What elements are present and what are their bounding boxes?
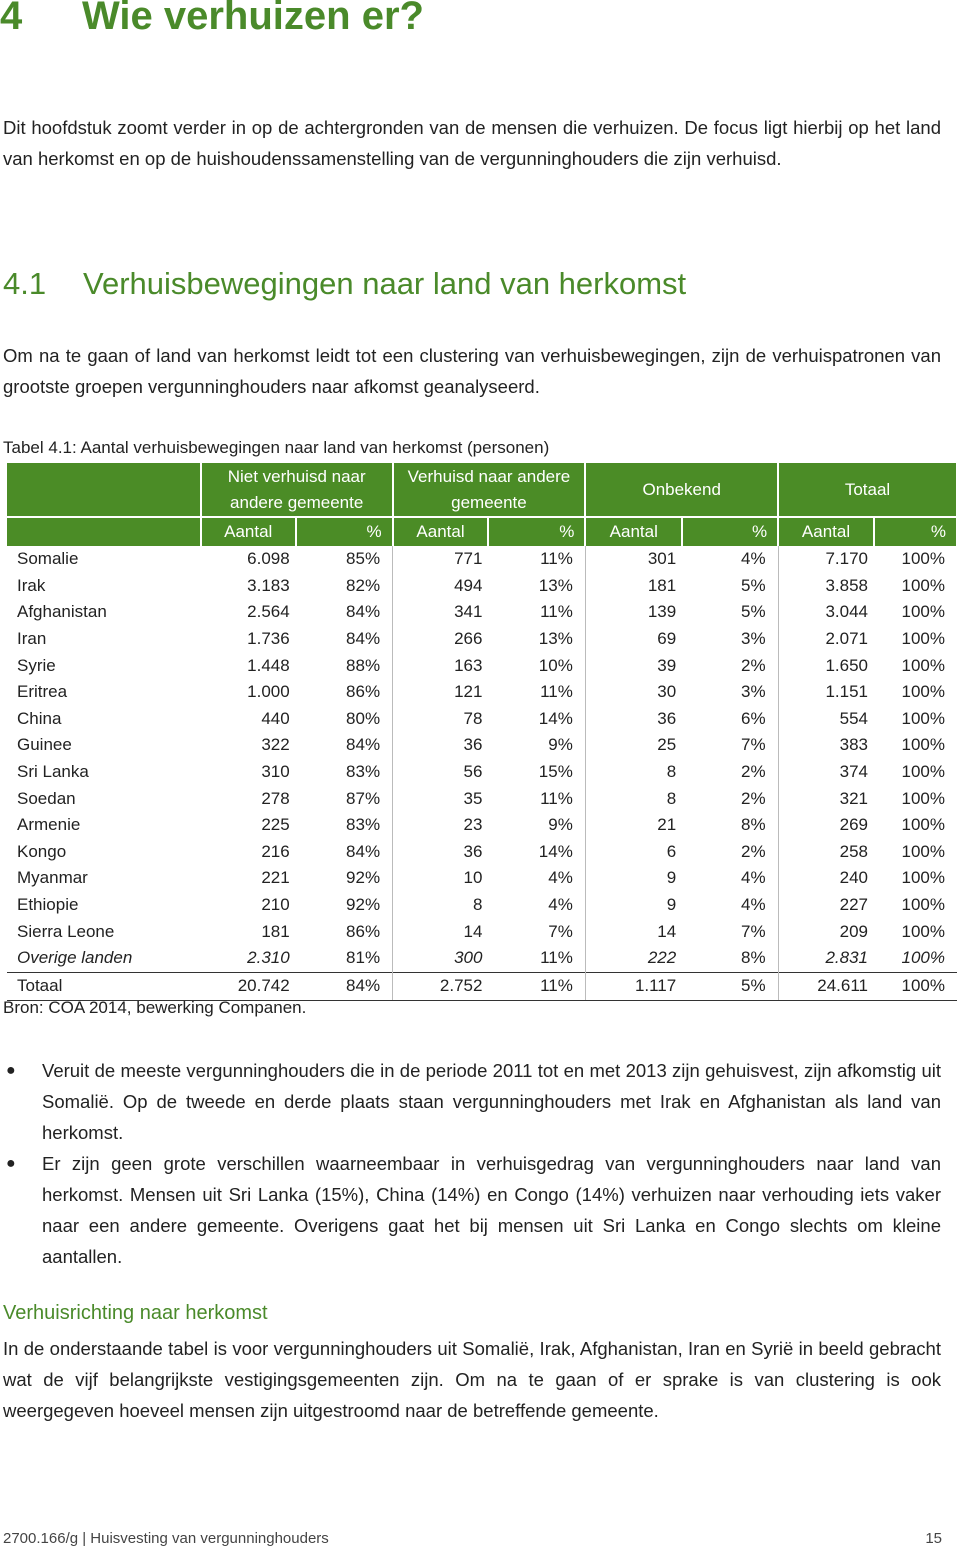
count-cell: 8 bbox=[472, 895, 483, 915]
percent-cell: 100% bbox=[901, 655, 945, 675]
percent-cell: 100% bbox=[901, 735, 945, 755]
percent-cell: 5% bbox=[682, 573, 778, 600]
percent-cell: 81% bbox=[296, 945, 393, 972]
bullet-list bbox=[3, 1055, 941, 1272]
header-verhuisd: Verhuisd naar andere gemeente bbox=[393, 463, 586, 517]
count-cell: 240 bbox=[839, 868, 868, 888]
country-cell: Syrie bbox=[17, 655, 56, 675]
country-cell: Afghanistan bbox=[17, 602, 107, 622]
percent-cell: 10% bbox=[488, 652, 585, 679]
percent-cell: 100% bbox=[901, 708, 945, 728]
count-cell: 1.000 bbox=[247, 682, 290, 702]
percent-cell: 5% bbox=[682, 972, 778, 1000]
country-cell: Iran bbox=[17, 629, 47, 649]
count-cell: 36 bbox=[463, 841, 483, 861]
percent-cell: 100% bbox=[901, 788, 945, 808]
percent-cell: 11% bbox=[488, 679, 585, 706]
herkomst-table bbox=[7, 463, 958, 1001]
count-cell: 278 bbox=[261, 788, 290, 808]
percent-cell: 84% bbox=[296, 732, 393, 759]
table-row bbox=[7, 785, 957, 812]
table-row bbox=[7, 679, 957, 706]
percent-cell: 11% bbox=[488, 972, 585, 1000]
count-cell: 310 bbox=[261, 762, 290, 782]
table-row bbox=[7, 759, 957, 786]
percent-cell: 2% bbox=[682, 785, 778, 812]
count-cell: 3.044 bbox=[825, 602, 868, 622]
chapter-title: Wie verhuizen er? bbox=[82, 0, 424, 38]
count-cell: 121 bbox=[454, 682, 483, 702]
percent-cell: 3% bbox=[682, 626, 778, 653]
percent-cell: 13% bbox=[488, 626, 585, 653]
table-row bbox=[7, 918, 957, 945]
count-cell: 2.831 bbox=[825, 948, 868, 968]
percent-cell: 100% bbox=[901, 948, 945, 968]
intro-paragraph: Dit hoofdstuk zoomt verder in op de achtergronden van de mensen die verhuizen. De focus ligt hierbij op het land van herkomst en op de huishoudenssamenstelling van de vergunninghouders die zijn verhuisd. bbox=[3, 117, 941, 169]
count-cell: 69 bbox=[657, 629, 677, 649]
percent-cell: 82% bbox=[296, 573, 393, 600]
section-heading bbox=[3, 266, 686, 302]
table-row bbox=[7, 573, 957, 600]
percent-cell: 100% bbox=[901, 549, 945, 569]
percent-cell: 7% bbox=[682, 732, 778, 759]
header-onbekend: Onbekend bbox=[585, 463, 778, 517]
bullet-dot-icon: ● bbox=[6, 1155, 16, 1172]
table-row bbox=[7, 865, 957, 892]
count-cell: 1.117 bbox=[585, 972, 682, 1000]
bullet-text: Er zijn geen grote verschillen waarneembaar in verhuisgedrag van vergunninghouders naar land van herkomst. Mensen uit Sri Lanka (15%), China (14%) en Congo (14%) verhuizen naar verhouding iets vaker naar een andere gemeente. Overigens gaat het bij mensen uit Sri Lanka en Congo slechts om kleine aantallen. bbox=[42, 1153, 941, 1267]
count-cell: 216 bbox=[261, 841, 290, 861]
count-cell: 14 bbox=[657, 921, 677, 941]
count-cell: 300 bbox=[454, 948, 483, 968]
country-cell: Guinee bbox=[17, 735, 72, 755]
header-totaal: Totaal bbox=[778, 463, 957, 517]
section-intro-paragraph: Om na te gaan of land van herkomst leidt tot een clustering van verhuisbewegingen, zijn de verhuispatronen van grootste groepen vergunninghouders naar afkomst geanalyseerd. bbox=[3, 345, 941, 397]
count-cell: 181 bbox=[647, 575, 677, 595]
count-cell: 341 bbox=[454, 602, 483, 622]
percent-cell: 7% bbox=[682, 918, 778, 945]
percent-cell: 9% bbox=[488, 732, 585, 759]
percent-cell: 87% bbox=[296, 785, 393, 812]
count-cell: 6 bbox=[666, 841, 677, 861]
percent-cell: 3% bbox=[682, 679, 778, 706]
count-cell: 1.151 bbox=[825, 682, 868, 702]
table-row bbox=[7, 599, 957, 626]
chapter-heading bbox=[0, 0, 424, 39]
count-cell: 23 bbox=[463, 815, 483, 835]
count-cell: 222 bbox=[647, 948, 677, 968]
table-row bbox=[7, 972, 957, 1000]
subheader-cell: % bbox=[874, 517, 957, 546]
percent-cell: 100% bbox=[901, 868, 945, 888]
count-cell: 30 bbox=[657, 682, 677, 702]
table-row bbox=[7, 732, 957, 759]
country-cell: Irak bbox=[17, 575, 46, 595]
percent-cell: 100% bbox=[901, 895, 945, 915]
subheader-cell: % bbox=[682, 517, 778, 546]
country-cell: Totaal bbox=[7, 972, 201, 1000]
count-cell: 209 bbox=[839, 921, 868, 941]
count-cell: 2.310 bbox=[247, 948, 290, 968]
count-cell: 2.564 bbox=[247, 602, 290, 622]
percent-cell: 11% bbox=[488, 599, 585, 626]
table-row bbox=[7, 892, 957, 919]
subsection-paragraph: In de onderstaande tabel is voor vergunninghouders uit Somalië, Irak, Afghanistan, Iran en Syrië in beeld gebracht wat de vijf belangrijkste vestigingsgemeenten zijn. Om na te gaan of er sprake is van clustering is ook weergegeven hoeveel mensen zijn uitgestroomd naar de betreffende gemeente. bbox=[3, 1338, 941, 1421]
count-cell: 1.448 bbox=[247, 655, 290, 675]
percent-cell: 100% bbox=[901, 921, 945, 941]
percent-cell: 85% bbox=[296, 546, 393, 573]
table-row bbox=[7, 706, 957, 733]
count-cell: 554 bbox=[839, 708, 868, 728]
count-cell: 1.736 bbox=[247, 629, 290, 649]
subheader-cell: % bbox=[488, 517, 585, 546]
country-cell: Armenie bbox=[17, 815, 81, 835]
bullet-item bbox=[3, 1148, 941, 1272]
count-cell: 269 bbox=[839, 815, 868, 835]
count-cell: 78 bbox=[463, 708, 483, 728]
table-sub-header-row bbox=[7, 517, 957, 546]
subheader-cell: Aantal bbox=[393, 517, 489, 546]
percent-cell: 100% bbox=[901, 682, 945, 702]
percent-cell: 11% bbox=[488, 785, 585, 812]
count-cell: 8 bbox=[666, 762, 677, 782]
subheader-cell: Aantal bbox=[585, 517, 682, 546]
count-cell: 21 bbox=[657, 815, 677, 835]
country-cell: Somalie bbox=[17, 549, 79, 569]
table-row bbox=[7, 652, 957, 679]
subheader-cell: % bbox=[296, 517, 393, 546]
count-cell: 440 bbox=[261, 708, 290, 728]
bullet-dot-icon: ● bbox=[6, 1062, 16, 1079]
count-cell: 56 bbox=[463, 762, 483, 782]
percent-cell: 88% bbox=[296, 652, 393, 679]
country-cell: Eritrea bbox=[17, 682, 68, 702]
count-cell: 8 bbox=[666, 788, 677, 808]
percent-cell: 13% bbox=[488, 573, 585, 600]
count-cell: 7.170 bbox=[825, 549, 868, 569]
percent-cell: 100% bbox=[901, 762, 945, 782]
percent-cell: 86% bbox=[296, 679, 393, 706]
count-cell: 9 bbox=[666, 895, 677, 915]
count-cell: 225 bbox=[261, 815, 290, 835]
bullet-item bbox=[3, 1055, 941, 1148]
percent-cell: 2% bbox=[682, 839, 778, 866]
table-row bbox=[7, 812, 957, 839]
percent-cell: 86% bbox=[296, 918, 393, 945]
count-cell: 221 bbox=[261, 868, 290, 888]
percent-cell: 11% bbox=[488, 945, 585, 972]
percent-cell: 4% bbox=[488, 892, 585, 919]
subheader-cell: Aantal bbox=[201, 517, 296, 546]
count-cell: 1.650 bbox=[825, 655, 868, 675]
count-cell: 771 bbox=[454, 549, 483, 569]
count-cell: 139 bbox=[647, 602, 677, 622]
table-row bbox=[7, 945, 957, 972]
count-cell: 24.611 bbox=[778, 972, 874, 1000]
chapter-number: 4 bbox=[0, 0, 23, 38]
country-cell: Sri Lanka bbox=[17, 762, 89, 782]
percent-cell: 100% bbox=[901, 602, 945, 622]
percent-cell: 100% bbox=[901, 841, 945, 861]
percent-cell: 83% bbox=[296, 759, 393, 786]
count-cell: 383 bbox=[839, 735, 868, 755]
percent-cell: 5% bbox=[682, 599, 778, 626]
count-cell: 210 bbox=[261, 895, 290, 915]
count-cell: 14 bbox=[463, 921, 483, 941]
count-cell: 6.098 bbox=[247, 549, 290, 569]
table-group-header-row bbox=[7, 463, 957, 517]
count-cell: 25 bbox=[657, 735, 677, 755]
count-cell: 163 bbox=[454, 655, 483, 675]
count-cell: 181 bbox=[261, 921, 290, 941]
footer-text: 2700.166/g | Huisvesting van vergunninghouders bbox=[3, 1530, 329, 1547]
header-niet-verhuisd: Niet verhuisd naar andere gemeente bbox=[201, 463, 393, 517]
country-cell: Sierra Leone bbox=[17, 921, 115, 941]
count-cell: 20.742 bbox=[201, 972, 296, 1000]
percent-cell: 7% bbox=[488, 918, 585, 945]
percent-cell: 92% bbox=[296, 892, 393, 919]
count-cell: 10 bbox=[463, 868, 483, 888]
country-cell: Overige landen bbox=[17, 948, 133, 968]
percent-cell: 8% bbox=[682, 812, 778, 839]
country-cell: China bbox=[17, 708, 62, 728]
table-source: Bron: COA 2014, bewerking Companen. bbox=[3, 998, 307, 1017]
percent-cell: 84% bbox=[296, 626, 393, 653]
count-cell: 322 bbox=[261, 735, 290, 755]
count-cell: 3.183 bbox=[247, 575, 290, 595]
percent-cell: 8% bbox=[682, 945, 778, 972]
count-cell: 301 bbox=[647, 549, 677, 569]
count-cell: 2.071 bbox=[825, 629, 868, 649]
subheader-empty-cell bbox=[7, 517, 201, 546]
country-cell: Myanmar bbox=[17, 868, 88, 888]
percent-cell: 4% bbox=[682, 892, 778, 919]
percent-cell: 83% bbox=[296, 812, 393, 839]
percent-cell: 11% bbox=[488, 546, 585, 573]
section-title: Verhuisbewegingen naar land van herkomst bbox=[83, 266, 687, 301]
count-cell: 2.752 bbox=[393, 972, 489, 1000]
count-cell: 227 bbox=[839, 895, 868, 915]
count-cell: 35 bbox=[463, 788, 483, 808]
header-empty-cell bbox=[7, 463, 201, 517]
percent-cell: 15% bbox=[488, 759, 585, 786]
percent-cell: 84% bbox=[296, 839, 393, 866]
percent-cell: 4% bbox=[682, 546, 778, 573]
count-cell: 321 bbox=[839, 788, 868, 808]
percent-cell: 92% bbox=[296, 865, 393, 892]
section-number: 4.1 bbox=[3, 266, 47, 301]
count-cell: 374 bbox=[839, 762, 868, 782]
percent-cell: 14% bbox=[488, 839, 585, 866]
percent-cell: 14% bbox=[488, 706, 585, 733]
percent-cell: 100% bbox=[901, 815, 945, 835]
percent-cell: 84% bbox=[296, 972, 393, 1000]
subheader-cell: Aantal bbox=[778, 517, 874, 546]
count-cell: 36 bbox=[463, 735, 483, 755]
count-cell: 39 bbox=[657, 655, 677, 675]
count-cell: 3.858 bbox=[825, 575, 868, 595]
page-number: 15 bbox=[925, 1530, 942, 1547]
country-cell: Kongo bbox=[17, 841, 67, 861]
country-cell: Ethiopie bbox=[17, 895, 79, 915]
table-caption: Tabel 4.1: Aantal verhuisbewegingen naar land van herkomst (personen) bbox=[3, 438, 550, 457]
percent-cell: 4% bbox=[488, 865, 585, 892]
percent-cell: 100% bbox=[901, 629, 945, 649]
country-cell: Soedan bbox=[17, 788, 76, 808]
percent-cell: 6% bbox=[682, 706, 778, 733]
percent-cell: 84% bbox=[296, 599, 393, 626]
count-cell: 36 bbox=[657, 708, 677, 728]
bullet-text: Veruit de meeste vergunninghouders die in de periode 2011 tot en met 2013 zijn gehuisvest, zijn afkomstig uit Somalië. Op de tweede en derde plaats staan vergunninghouders met Irak en Afghanistan als land van herkomst. bbox=[42, 1060, 941, 1143]
percent-cell: 80% bbox=[296, 706, 393, 733]
count-cell: 266 bbox=[454, 629, 483, 649]
percent-cell: 2% bbox=[682, 759, 778, 786]
percent-cell: 100% bbox=[901, 575, 945, 595]
count-cell: 9 bbox=[666, 868, 677, 888]
count-cell: 494 bbox=[454, 575, 483, 595]
percent-cell: 100% bbox=[874, 972, 957, 1000]
subsection-heading: Verhuisrichting naar herkomst bbox=[3, 1302, 268, 1324]
percent-cell: 9% bbox=[488, 812, 585, 839]
table-row bbox=[7, 626, 957, 653]
percent-cell: 2% bbox=[682, 652, 778, 679]
percent-cell: 4% bbox=[682, 865, 778, 892]
table-row bbox=[7, 546, 957, 573]
count-cell: 258 bbox=[839, 841, 868, 861]
table-row bbox=[7, 839, 957, 866]
